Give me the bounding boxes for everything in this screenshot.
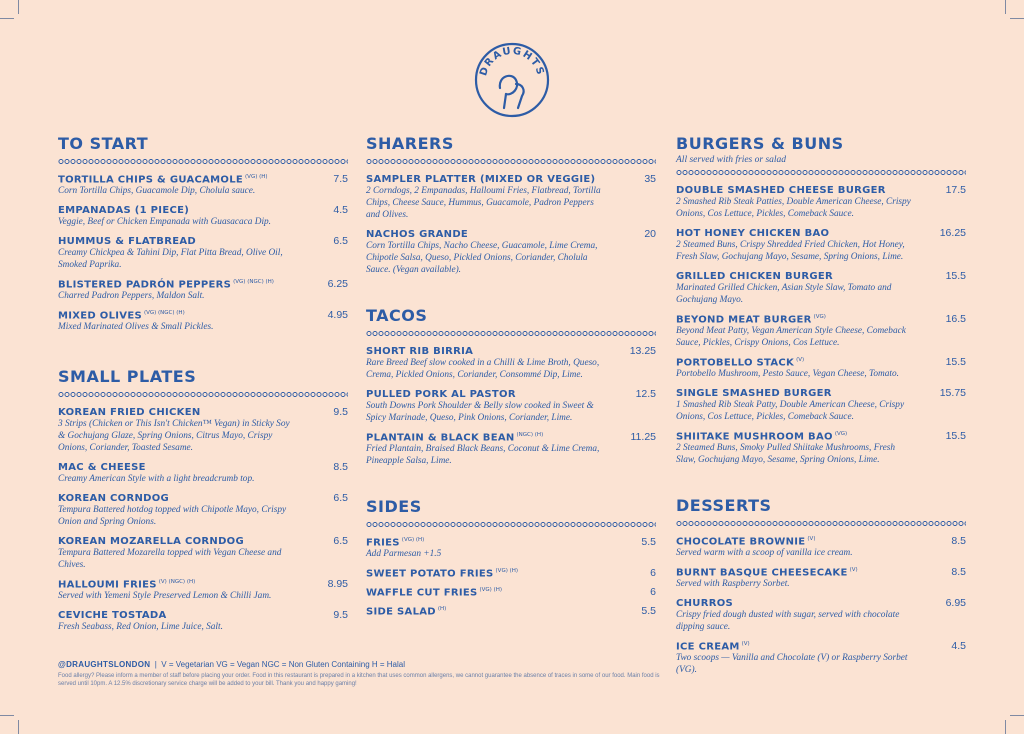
menu-item-description: Corn Tortilla Chips, Guacamole Dip, Cholula sauce.: [58, 186, 256, 196]
crop-mark: [1005, 720, 1006, 734]
menu-item-row: [366, 388, 656, 400]
dietary-legend: V = Vegetarian VG = Vegan NGC = Non Gluten Containing H = Halal: [161, 660, 405, 669]
menu-item-price: 15.75: [939, 387, 966, 399]
menu-item-name-text: SIDE SALAD: [366, 606, 436, 617]
svg-text:DRAUGHTS: DRAUGHTS: [478, 45, 546, 78]
menu-item-price: 9.5: [333, 609, 348, 621]
menu-items: [676, 535, 966, 676]
menu-item-price: 6.95: [945, 597, 966, 609]
menu-item-row: [366, 605, 656, 617]
menu-item-description: Two scoops — Vanilla and Chocolate (V) or Raspberry Sorbet (VG).: [676, 653, 908, 675]
menu-item-price: 6.5: [333, 535, 348, 547]
menu-column-middle: [366, 134, 656, 643]
menu-item-name: [676, 567, 858, 578]
menu-item-price: 6: [650, 586, 656, 598]
menu-item-name-text: MIXED OLIVES: [58, 310, 142, 321]
menu-item-row: [676, 387, 966, 399]
menu-items: [366, 345, 656, 467]
menu-item: [58, 173, 348, 197]
menu-items: [58, 173, 348, 333]
menu-item-name: [366, 537, 424, 548]
menu-item: [676, 270, 966, 306]
dietary-tags: (VG) (H): [479, 586, 503, 593]
menu-item-price: 4.5: [951, 640, 966, 652]
menu-item-price: 13.25: [629, 345, 656, 357]
dietary-tags: (V): [849, 566, 858, 573]
menu-item-row: [676, 535, 966, 547]
menu-item: [676, 566, 966, 590]
menu-item-row: [58, 204, 348, 216]
menu-item: [366, 567, 656, 579]
menu-item-description: Rare Breed Beef slow cooked in a Chilli & Lime Broth, Queso, Crema, Pickled Onions, Coriander, Consommé Dip, Lime.: [366, 358, 600, 380]
menu-item-description: 2 Steamed Buns, Crispy Shredded Fried Chicken, Hot Honey, Fresh Slaw, Gochujang Mayo, Sesame, Spring Onions, Lime.: [676, 240, 905, 262]
menu-item-description: Charred Padron Peppers, Maldon Salt.: [58, 291, 205, 301]
menu-item: [366, 431, 656, 467]
menu-item-name-text: CEVICHE TOSTADA: [58, 610, 167, 621]
menu-item-name: [676, 314, 826, 325]
menu-item-row: [366, 431, 656, 443]
menu-item-price: 6.25: [327, 278, 348, 290]
crop-mark: [1010, 715, 1024, 716]
wave-divider: [676, 169, 966, 176]
menu-item-name: [366, 229, 468, 240]
menu-item-description: South Downs Pork Shoulder & Belly slow cooked in Sweet & Spicy Marinade, Queso, Pink Onions, Coriander, Lime.: [366, 401, 594, 423]
section-burgers-buns: [676, 134, 966, 466]
menu-item-name: [58, 236, 196, 247]
menu-item-name-text: SHIITAKE MUSHROOM BAO: [676, 431, 833, 442]
menu-item-name-text: BLISTERED PADRÓN PEPPERS: [58, 279, 232, 290]
menu-item-row: [676, 430, 966, 442]
menu-item: [58, 609, 348, 633]
dietary-tags: (V) (NGC) (H): [158, 578, 196, 585]
section-title: TO START: [58, 134, 149, 153]
menu-item-name-text: KOREAN MOZARELLA CORNDOG: [58, 536, 244, 547]
menu-item-row: [58, 309, 348, 321]
menu-item-row: [676, 356, 966, 368]
menu-item: [58, 278, 348, 302]
menu-item-description: 3 Strips (Chicken or This Isn't Chicken™ Vegan) in Sticky Soy & Gochujang Glaze, Spring Onions, Citrus Mayo, Crispy Onions, Coriander, Toasted Sesame.: [58, 419, 290, 453]
section-title: DESSERTS: [676, 496, 772, 515]
wave-divider: [676, 520, 966, 527]
menu-item-name-text: PLANTAIN & BLACK BEAN: [366, 432, 515, 443]
menu-item-description: Served warm with a scoop of vanilla ice cream.: [676, 548, 853, 558]
menu-item-name-text: PULLED PORK AL PASTOR: [366, 389, 516, 400]
menu-item-description: Creamy American Style with a light breadcrumb top.: [58, 474, 255, 484]
menu-items: [366, 536, 656, 617]
menu-item-name-text: EMPANADAS (1 PIECE): [58, 205, 190, 216]
menu-item: [366, 605, 656, 617]
menu-item-description: Veggie, Beef or Chicken Empanada with Guasacaca Dip.: [58, 217, 272, 227]
menu-item-price: 17.5: [945, 184, 966, 196]
menu-item-price: 8.5: [951, 535, 966, 547]
menu-item-row: [58, 492, 348, 504]
menu-item-name: [676, 388, 832, 399]
menu-item-price: 35: [644, 173, 656, 185]
menu-item-price: 15.5: [945, 430, 966, 442]
menu-item-row: [366, 567, 656, 579]
menu-item-row: [58, 235, 348, 247]
section-title: TACOS: [366, 306, 428, 325]
footer-legend-line: [58, 660, 678, 669]
menu-item-price: 20: [644, 228, 656, 240]
menu-item-row: [676, 597, 966, 609]
menu-item-description: 1 Smashed Rib Steak Patty, Double American Cheese, Crispy Onions, Cos Lettuce, Pickles, Comeback Sauce.: [676, 400, 905, 422]
menu-item: [676, 184, 966, 220]
menu-item-name-text: SAMPLER PLATTER (MIXED OR VEGGIE): [366, 174, 596, 185]
menu-item: [676, 227, 966, 263]
menu-item-name: [366, 346, 473, 357]
wave-divider: [58, 158, 348, 165]
menu-item-name-text: KOREAN FRIED CHICKEN: [58, 407, 201, 418]
menu-item-name: [366, 174, 595, 185]
menu-item-description: 2 Smashed Rib Steak Patties, Double American Cheese, Crispy Onions, Cos Lettuce, Pickles, Comeback Sauce.: [676, 197, 911, 219]
menu-item-name-text: CHURROS: [676, 598, 734, 609]
menu-item: [676, 535, 966, 559]
dietary-tags: (VG): [834, 430, 848, 437]
menu-item-description: Served with Raspberry Sorbet.: [676, 579, 790, 589]
menu-item-name-text: KOREAN CORNDOG: [58, 493, 170, 504]
menu-item: [676, 356, 966, 380]
menu-item-price: 16.25: [939, 227, 966, 239]
menu-item-description: Corn Tortilla Chips, Nacho Cheese, Guacamole, Lime Crema, Chipotle Salsa, Queso, Pickled Onions, Coriander, Cholula Sauce. (Vegan available).: [366, 241, 598, 275]
section-small-plates: [58, 367, 348, 633]
section-tacos: [366, 306, 656, 467]
menu-item: [366, 388, 656, 424]
menu-item-description: Marinated Grilled Chicken, Asian Style Slaw, Tomato and Gochujang Mayo.: [676, 283, 892, 305]
menu-item: [58, 492, 348, 528]
menu-item-price: 6.5: [333, 235, 348, 247]
menu-item-row: [58, 406, 348, 418]
menu-item-name: [676, 228, 829, 239]
menu-item-row: [366, 345, 656, 357]
dietary-tags: (VG): [813, 313, 826, 320]
menu-item: [58, 461, 348, 485]
wave-divider: [366, 158, 656, 165]
menu-item-row: [676, 566, 966, 578]
menu-item: [58, 535, 348, 571]
section-title: SIDES: [366, 497, 422, 516]
menu-item: [366, 345, 656, 381]
menu-item-name: [58, 310, 185, 321]
menu-item-description: Portobello Mushroom, Pesto Sauce, Vegan Cheese, Tomato.: [676, 369, 899, 379]
dietary-tags: (V): [741, 640, 750, 647]
menu-item-name: [676, 598, 733, 609]
crop-mark: [18, 720, 19, 734]
dietary-tags: (NGC) (H): [516, 431, 544, 438]
menu-item: [366, 228, 656, 276]
menu-item-row: [676, 640, 966, 652]
menu-item-row: [676, 184, 966, 196]
menu-item-name: [676, 357, 804, 368]
menu-item-name-text: PORTOBELLO STACK: [676, 357, 795, 368]
menu-item: [58, 235, 348, 271]
menu-item-price: 11.25: [630, 431, 656, 443]
section-subtitle: All served with fries or salad: [676, 155, 787, 165]
menu-item-description: Crispy fried dough dusted with sugar, served with chocolate dipping sauce.: [676, 610, 900, 632]
menu-item: [58, 578, 348, 602]
menu-item-name: [676, 185, 886, 196]
menu-item-description: Add Parmesan +1.5: [366, 549, 442, 559]
menu-item-description: Mixed Marinated Olives & Small Pickles.: [58, 322, 214, 332]
menu-item-description: 2 Corndogs, 2 Empanadas, Halloumi Fries, Flatbread, Tortilla Chips, Cheese Sauce, Hummus, Guacamole, Padron Peppers and Olives.: [366, 186, 601, 220]
menu-item-price: 16.5: [945, 313, 966, 325]
menu-item-price: 6: [650, 567, 656, 579]
section-title: SMALL PLATES: [58, 367, 197, 386]
menu-item-name: [58, 610, 167, 621]
social-handle[interactable]: @DRAUGHTSLONDON: [58, 660, 151, 669]
dietary-tags: (VG) (H): [401, 536, 425, 543]
menu-item: [366, 586, 656, 598]
crop-mark: [0, 18, 14, 19]
menu-item-price: 4.95: [327, 309, 348, 321]
menu-item-row: [676, 270, 966, 282]
section-title: SHARERS: [366, 134, 454, 153]
menu-item-description: Fresh Seabass, Red Onion, Lime Juice, Salt.: [58, 622, 223, 632]
wave-divider: [366, 521, 656, 528]
dietary-tags: (H): [437, 605, 447, 612]
menu-item-row: [58, 278, 348, 290]
menu-item-description: Tempura Battered hotdog topped with Chipotle Mayo, Crispy Onion and Spring Onions.: [58, 505, 287, 527]
menu-item-name: [676, 536, 815, 547]
menu-item-name-text: GRILLED CHICKEN BURGER: [676, 271, 833, 282]
menu-item-name: [366, 568, 518, 579]
menu-item: [676, 430, 966, 466]
section-sharers: [366, 134, 656, 276]
menu-item-name: [676, 431, 847, 442]
draughts-logo: [472, 38, 552, 118]
crop-mark: [0, 715, 14, 716]
menu-item-row: [58, 535, 348, 547]
menu-item-description: 2 Steamed Buns, Smoky Pulled Shiitake Mushrooms, Fresh Slaw, Gochujang Mayo, Sesame, Spring Onions, Lime.: [676, 443, 896, 465]
dietary-tags: (VG) (H): [245, 173, 268, 180]
section-to-start: [58, 134, 348, 333]
menu-item-name-text: SWEET POTATO FRIES: [366, 568, 494, 579]
dietary-tags: (V): [807, 535, 816, 542]
menu-item-name-text: BEYOND MEAT BURGER: [676, 314, 812, 325]
menu-item: [58, 309, 348, 333]
menu-column-right: [676, 134, 966, 702]
allergy-note: Food allergy? Please inform a member of staff before placing your order. Food in this restaurant is prepared in a kitchen that uses common allergens, we cannot guarantee the absence of traces in some of our food. Main food is served until 10pm. A 12.5% discretionary service charge will be added to your bill. Thank you and happy gaming!: [58, 673, 660, 687]
menu-item-description: Fried Plantain, Braised Black Beans, Coconut & Lime Crema, Pineapple Salsa, Lime.: [366, 444, 600, 466]
menu-item: [58, 204, 348, 228]
menu-item-price: 7.5: [333, 173, 348, 185]
menu-item-description: Creamy Chickpea & Tahini Dip, Flat Pitta Bread, Olive Oil, Smoked Paprika.: [58, 248, 283, 270]
dietary-tags: (VG) (NGC) (H): [233, 278, 274, 285]
menu-item-price: 6.5: [333, 492, 348, 504]
menu-item-name-text: SHORT RIB BIRRIA: [366, 346, 474, 357]
menu-item-name-text: WAFFLE CUT FRIES: [366, 587, 478, 598]
menu-item: [676, 313, 966, 349]
menu-item-name: [58, 493, 169, 504]
menu-item-row: [366, 586, 656, 598]
menu-item-name-text: ICE CREAM: [676, 641, 740, 652]
menu-item-price: 4.5: [333, 204, 348, 216]
menu-item-name: [58, 205, 189, 216]
menu-item-name: [58, 279, 274, 290]
menu-item-name-text: MAC & CHEESE: [58, 462, 146, 473]
menu-items: [58, 406, 348, 633]
menu-item-name-text: NACHOS GRANDE: [366, 229, 469, 240]
menu-item-name: [58, 174, 268, 185]
menu-item-description: Beyond Meat Patty, Vegan American Style Cheese, Comeback Sauce, Pickles, Crispy Onions, Cos Lettuce.: [676, 326, 906, 348]
menu-item-price: 8.5: [951, 566, 966, 578]
menu-item-name: [58, 536, 244, 547]
menu-item-name-text: DOUBLE SMASHED CHEESE BURGER: [676, 185, 886, 196]
menu-item: [58, 406, 348, 454]
menu-item-name-text: HALLOUMI FRIES: [58, 579, 157, 590]
crop-mark: [18, 0, 19, 14]
menu-item-price: 15.5: [945, 270, 966, 282]
menu-item-name-text: FRIES: [366, 537, 400, 548]
menu-item-price: 8.5: [333, 461, 348, 473]
menu-item-name-text: HOT HONEY CHICKEN BAO: [676, 228, 830, 239]
section-desserts: [676, 496, 966, 676]
dietary-tags: (VG) (NGC) (H): [143, 309, 185, 316]
menu-item: [676, 597, 966, 633]
menu-column-left: [58, 134, 348, 659]
menu-item-price: 15.5: [945, 356, 966, 368]
crop-mark: [1010, 18, 1024, 19]
wave-divider: [58, 391, 348, 398]
menu-item-price: 8.95: [327, 578, 348, 590]
menu-item-row: [366, 536, 656, 548]
menu-item-name: [58, 579, 195, 590]
menu-item-price: 12.5: [635, 388, 656, 400]
menu-item: [366, 173, 656, 221]
menu-item-name-text: TORTILLA CHIPS & GUACAMOLE: [58, 174, 244, 185]
dietary-tags: (V): [796, 356, 805, 363]
menu-item-name: [366, 389, 516, 400]
menu-item-row: [366, 173, 656, 185]
menu-items: [676, 184, 966, 466]
menu-item-name-text: SINGLE SMASHED BURGER: [676, 388, 832, 399]
section-sides: [366, 497, 656, 617]
menu-item-name: [58, 407, 201, 418]
menu-item-row: [58, 461, 348, 473]
wave-divider: [366, 330, 656, 337]
menu-item-row: [676, 227, 966, 239]
footer: [58, 660, 678, 688]
menu-item-name: [366, 587, 502, 598]
separator: |: [152, 660, 162, 669]
menu-item-name: [366, 606, 446, 617]
menu-item-price: 5.5: [641, 605, 656, 617]
menu-item: [676, 387, 966, 423]
menu-item-name: [58, 462, 146, 473]
menu-item-row: [366, 228, 656, 240]
section-title: BURGERS & BUNS: [676, 134, 844, 153]
menu-item: [676, 640, 966, 676]
menu-item-name: [366, 432, 543, 443]
menu-item-name-text: BURNT BASQUE CHEESECAKE: [676, 567, 848, 578]
menu-item-name-text: CHOCOLATE BROWNIE: [676, 536, 806, 547]
menu-item-name-text: HUMMUS & FLATBREAD: [58, 236, 196, 247]
menu-item-row: [58, 578, 348, 590]
menu-item-price: 9.5: [333, 406, 348, 418]
menu-item-name: [676, 271, 833, 282]
crop-mark: [1005, 0, 1006, 14]
menu-items: [366, 173, 656, 276]
menu-item-description: Served with Yemeni Style Preserved Lemon & Chilli Jam.: [58, 591, 272, 601]
menu-item-row: [58, 173, 348, 185]
menu-item-row: [676, 313, 966, 325]
menu-item-description: Tempura Battered Mozarella topped with Vegan Cheese and Chives.: [58, 548, 282, 570]
menu-item-price: 5.5: [641, 536, 656, 548]
dietary-tags: (VG) (H): [495, 567, 519, 574]
menu-item-row: [58, 609, 348, 621]
menu-item-name: [676, 641, 750, 652]
menu-item: [366, 536, 656, 560]
